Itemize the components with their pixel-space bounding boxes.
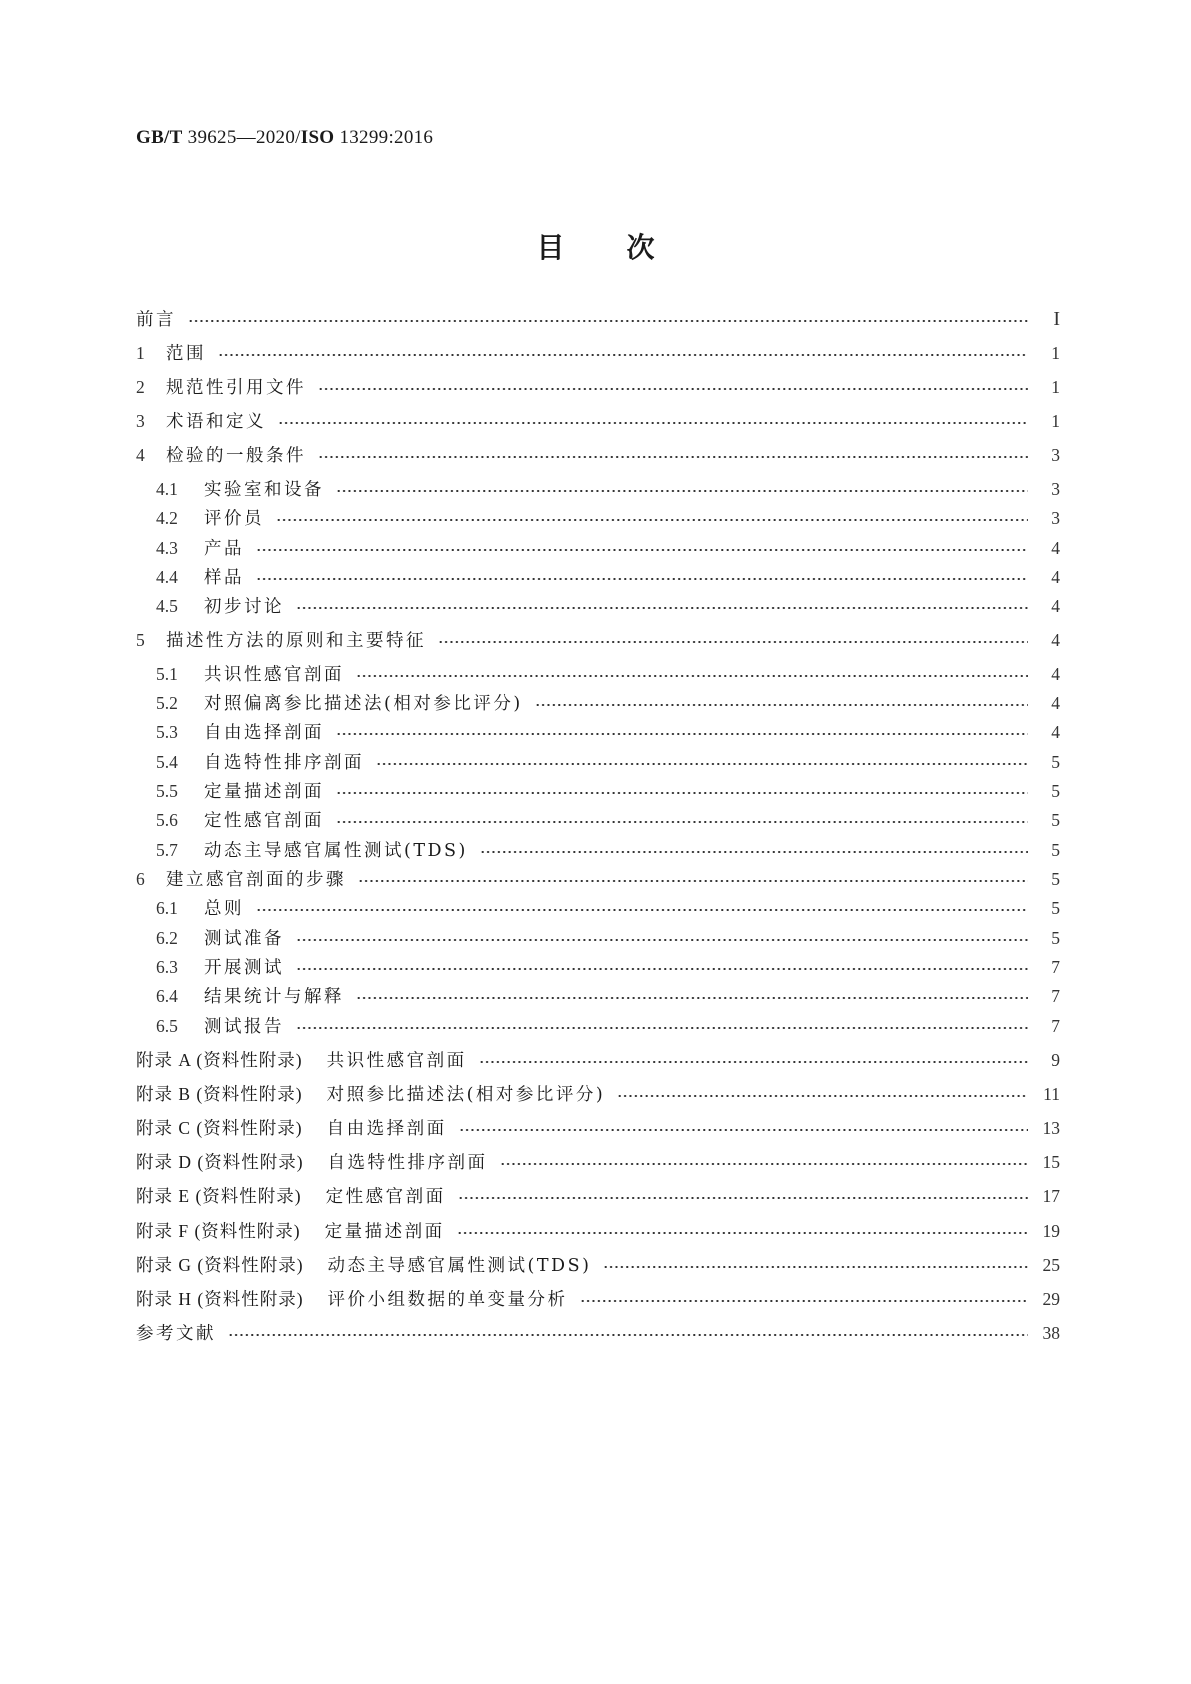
toc-entry-title: 定性感官剖面: [204, 811, 324, 831]
toc-entry-page-number: 9: [1051, 1050, 1060, 1070]
iso-number: 13299:2016: [334, 127, 434, 148]
dot-leader: [358, 880, 1028, 882]
toc-entry[interactable]: [156, 1013, 1060, 1039]
toc-entry-page-number: 5: [1051, 869, 1060, 889]
toc-entry-title: 自选特性排序剖面: [327, 1153, 488, 1173]
toc-entry-title: 开展测试: [204, 958, 284, 978]
toc-entry-page-number: 1: [1051, 343, 1060, 363]
toc-entry-number: 6.2: [156, 928, 178, 948]
toc-entry-number: 4.4: [156, 567, 178, 587]
toc-entry-page-number: 4: [1051, 722, 1060, 742]
toc-entry-page-number: 5: [1051, 810, 1060, 830]
dot-leader: [336, 792, 1028, 794]
toc-entry-page-number: 3: [1051, 479, 1060, 499]
standard-code-number: 39625—2020/: [182, 127, 301, 148]
dot-leader: [479, 1061, 1028, 1063]
toc-entry-number: 6: [136, 869, 145, 889]
dot-leader: [336, 733, 1028, 735]
toc-entry-page-number: 5: [1051, 898, 1060, 918]
appendix-tag: 附录 B (资料性附录): [136, 1084, 303, 1104]
dot-leader: [617, 1095, 1028, 1097]
dot-leader: [276, 519, 1028, 521]
dot-leader: [256, 549, 1028, 551]
dot-leader: [296, 968, 1028, 970]
toc-entry-page-number: 29: [1042, 1289, 1060, 1309]
toc-entry-number: 4.3: [156, 538, 178, 558]
toc-entry-title: 初步讨论: [204, 597, 284, 617]
toc-entry[interactable]: [136, 1115, 1060, 1141]
toc-entry-number: 6.3: [156, 957, 178, 977]
toc-entry[interactable]: [136, 1149, 1060, 1175]
toc-entry-number: 5.7: [156, 840, 178, 860]
toc-entry[interactable]: [136, 306, 1060, 332]
dot-leader: [535, 704, 1028, 706]
dot-leader: [376, 763, 1028, 765]
toc-entry[interactable]: [156, 690, 1060, 716]
toc-entry[interactable]: [136, 627, 1060, 653]
toc-entry[interactable]: [156, 807, 1060, 833]
toc-entry-title: 动态主导感官属性测试(TDS): [327, 1256, 592, 1276]
dot-leader: [336, 490, 1028, 492]
toc-entry[interactable]: [156, 837, 1060, 863]
toc-entry-page-number: 11: [1043, 1084, 1060, 1104]
standard-code-prefix: GB/T: [136, 127, 183, 148]
dot-leader: [458, 1197, 1028, 1199]
toc-entry-number: 4.5: [156, 596, 178, 616]
toc-entry-number: 2: [136, 377, 145, 397]
toc-entry-page-number: 7: [1051, 957, 1060, 977]
dot-leader: [228, 1334, 1028, 1336]
toc-entry-title: 测试准备: [204, 929, 284, 949]
toc-entry-page-number: 1: [1051, 411, 1060, 431]
toc-entry-number: 4.2: [156, 508, 178, 528]
dot-leader: [356, 997, 1028, 999]
toc-entry-title: 样品: [204, 568, 244, 588]
toc-entry[interactable]: [156, 954, 1060, 980]
appendix-tag: 附录 F (资料性附录): [136, 1221, 301, 1241]
dot-leader: [336, 821, 1028, 823]
toc-entry-title: 自由选择剖面: [326, 1119, 447, 1139]
toc-entry-number: 6.4: [156, 986, 178, 1006]
toc-entry-number: 5.3: [156, 722, 178, 742]
dot-leader: [296, 939, 1028, 941]
toc-entry-page-number: 4: [1051, 693, 1060, 713]
toc-entry-title: 结果统计与解释: [204, 987, 344, 1007]
toc-entry[interactable]: [156, 749, 1060, 775]
appendix-tag: 附录 H (资料性附录): [136, 1289, 304, 1309]
toc-entry-title: 描述性方法的原则和主要特征: [166, 631, 426, 651]
toc-entry[interactable]: [156, 925, 1060, 951]
toc-entry-page-number: 5: [1051, 752, 1060, 772]
toc-entry-title: 对照参比描述法(相对参比评分): [326, 1085, 606, 1105]
dot-leader: [318, 456, 1028, 458]
toc-entry-number: 5: [136, 630, 145, 650]
toc-entry-page-number: 4: [1051, 538, 1060, 558]
toc-entry[interactable]: [136, 408, 1060, 434]
dot-leader: [256, 578, 1028, 580]
toc-entry[interactable]: [136, 374, 1060, 400]
toc-entry[interactable]: [156, 593, 1060, 619]
toc-entry-page-number: 25: [1042, 1255, 1060, 1275]
toc-entry[interactable]: [156, 895, 1060, 921]
toc-entry[interactable]: [136, 1218, 1060, 1244]
toc-entry-number: 5.6: [156, 810, 178, 830]
toc-entry-number: 4: [136, 445, 145, 465]
dot-leader: [318, 388, 1028, 390]
toc-entry-page-number: 7: [1051, 1016, 1060, 1036]
toc-entry-title: 共识性感官剖面: [204, 665, 344, 685]
toc-entry[interactable]: [156, 983, 1060, 1009]
toc-entry[interactable]: [136, 1252, 1060, 1278]
toc-entry[interactable]: [136, 340, 1060, 366]
toc-entry-title: 产品: [204, 539, 244, 559]
toc-entry-number: 6.5: [156, 1016, 178, 1036]
toc-entry-page-number: 1: [1051, 377, 1060, 397]
toc-entry-page-number: 5: [1051, 781, 1060, 801]
dot-leader: [500, 1163, 1028, 1165]
dot-leader: [580, 1300, 1028, 1302]
toc-entry-title: 范围: [166, 344, 206, 364]
toc-entry[interactable]: [156, 778, 1060, 804]
toc-entry-title: 自由选择剖面: [204, 723, 324, 743]
toc-entry[interactable]: [156, 719, 1060, 745]
toc-entry-title: 动态主导感官属性测试(TDS): [204, 841, 468, 861]
toc-entry[interactable]: [136, 866, 1060, 892]
appendix-tag: 附录 A (资料性附录): [136, 1050, 303, 1070]
iso-prefix: ISO: [300, 127, 335, 148]
dot-leader: [188, 320, 1028, 322]
toc-entry-title: 评价小组数据的单变量分析: [327, 1290, 568, 1310]
appendix-tag: 附录 C (资料性附录): [136, 1118, 303, 1138]
appendix-tag: 附录 D (资料性附录): [136, 1152, 304, 1172]
dot-leader: [603, 1266, 1028, 1268]
toc-entry-number: 6.1: [156, 898, 178, 918]
toc-entry[interactable]: [136, 1286, 1060, 1312]
appendix-tag: 附录 G (资料性附录): [136, 1255, 304, 1275]
toc-entry-title: 规范性引用文件: [166, 378, 306, 398]
toc-entry-page-number: 17: [1042, 1186, 1060, 1206]
page-title: 目次: [536, 231, 717, 264]
toc-entry[interactable]: [136, 1081, 1060, 1107]
toc-entry-title: 评价员: [204, 509, 264, 529]
toc-entry-page-number: 4: [1051, 596, 1060, 616]
toc-entry-title: 自选特性排序剖面: [204, 753, 364, 773]
toc-entry-title: 测试报告: [204, 1017, 284, 1037]
toc-entry[interactable]: [156, 476, 1060, 502]
toc-entry-title: 建立感官剖面的步骤: [166, 870, 346, 890]
toc-entry-page-number: 4: [1051, 664, 1060, 684]
dot-leader: [457, 1232, 1028, 1234]
toc-entry-title: 共识性感官剖面: [326, 1051, 467, 1071]
toc-entry-number: 1: [136, 343, 145, 363]
toc-entry-page-number: 4: [1051, 630, 1060, 650]
toc-entry-number: 3: [136, 411, 145, 431]
toc-entry[interactable]: [156, 535, 1060, 561]
toc-entry-number: 5.5: [156, 781, 178, 801]
toc-entry-page-number: 3: [1051, 508, 1060, 528]
toc-entry-page-number: 15: [1042, 1152, 1060, 1172]
dot-leader: [256, 909, 1028, 911]
toc-entry[interactable]: [156, 505, 1060, 531]
toc-entry-title: 对照偏离参比描述法(相对参比评分): [204, 694, 523, 714]
dot-leader: [218, 354, 1028, 356]
toc-entry-page-number: 19: [1042, 1221, 1060, 1241]
toc-entry-page-number: 4: [1051, 567, 1060, 587]
toc-entry-title: 定量描述剖面: [204, 782, 324, 802]
dot-leader: [356, 675, 1028, 677]
toc-entry-page-number: 5: [1051, 840, 1060, 860]
toc-entry-page-number: 38: [1042, 1323, 1060, 1343]
toc-entry[interactable]: [136, 442, 1060, 468]
toc-entry-number: 5.1: [156, 664, 178, 684]
toc-entry[interactable]: [136, 1320, 1060, 1346]
toc-entry-title: 总则: [204, 899, 244, 919]
toc-entry[interactable]: [136, 1047, 1060, 1073]
dot-leader: [296, 1027, 1028, 1029]
toc-entry-page-number: 13: [1042, 1118, 1060, 1138]
toc-entry-title: 参考文献: [136, 1324, 216, 1344]
dot-leader: [480, 851, 1028, 853]
toc-entry-number: 4.1: [156, 479, 178, 499]
toc-entry-page-number: 5: [1051, 928, 1060, 948]
toc-entry-title: 检验的一般条件: [166, 446, 306, 466]
toc-entry[interactable]: [136, 1183, 1060, 1209]
toc-entry-title: 前言: [136, 310, 176, 330]
toc-entry-title: 实验室和设备: [204, 480, 324, 500]
toc-entry[interactable]: [156, 564, 1060, 590]
dot-leader: [296, 607, 1028, 609]
toc-entry-title: 定量描述剖面: [324, 1222, 445, 1242]
toc-entry-page-number: 7: [1051, 986, 1060, 1006]
toc-entry-number: 5.4: [156, 752, 178, 772]
toc-entry-title: 术语和定义: [166, 412, 266, 432]
toc-entry-page-number: 3: [1051, 445, 1060, 465]
toc-entry-title: 定性感官剖面: [325, 1187, 446, 1207]
toc-entry[interactable]: [156, 661, 1060, 687]
dot-leader: [438, 641, 1028, 643]
toc-entry-number: 5.2: [156, 693, 178, 713]
dot-leader: [278, 422, 1028, 424]
dot-leader: [459, 1129, 1028, 1131]
appendix-tag: 附录 E (资料性附录): [136, 1186, 302, 1206]
toc-entry-page-number: I: [1053, 308, 1060, 330]
